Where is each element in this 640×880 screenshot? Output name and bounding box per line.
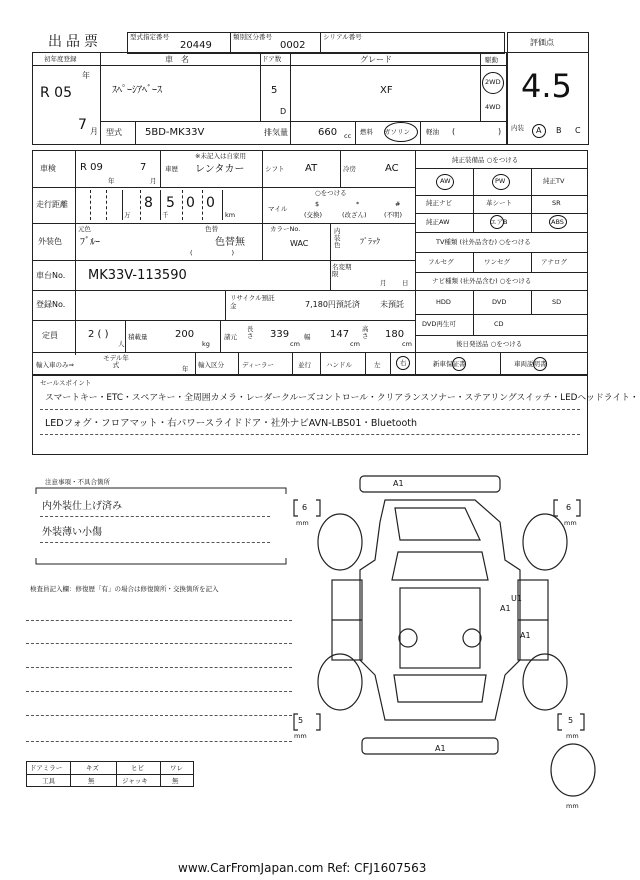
items-cell: 無 bbox=[172, 777, 179, 785]
damage-mark: A1 bbox=[393, 479, 404, 488]
displacement-value: 660 bbox=[318, 127, 338, 138]
equip-title: 純正装備品 ○をつける bbox=[452, 156, 519, 164]
sales-line2: LEDフォグ・フロアマット・右パワースライドドア・社外ナビAVN-LBS01・Bluetooth bbox=[45, 418, 418, 429]
damage-mark: A1 bbox=[500, 604, 511, 613]
registration-label: 登録No. bbox=[36, 300, 66, 309]
doors-label: ドア数 bbox=[262, 55, 282, 63]
import-dealer: ディーラー bbox=[242, 361, 274, 369]
width-value: 147 bbox=[330, 329, 350, 340]
capacity-value: 2 ( ) bbox=[88, 329, 109, 340]
navi-dvd: DVD bbox=[492, 298, 507, 306]
footer-watermark: www.CarFromJapan.com Ref: CFJ1607563 bbox=[178, 861, 427, 875]
interior-c: C bbox=[575, 126, 581, 135]
mileage-digit: 0 bbox=[206, 195, 215, 211]
car-damage-diagram bbox=[290, 470, 600, 810]
light-oil-label: 軽油 bbox=[426, 128, 439, 136]
mileage-digits bbox=[78, 190, 238, 220]
class-value: 0002 bbox=[280, 40, 306, 51]
mm-unit: mm bbox=[564, 519, 577, 527]
name-change-label: 名変期限 bbox=[332, 263, 352, 279]
inspection-month-unit: 月 bbox=[150, 177, 157, 185]
handle-left: 左 bbox=[374, 361, 381, 369]
equip-airbag: エアB bbox=[490, 218, 508, 226]
capacity-label: 定員 bbox=[42, 331, 58, 340]
navi-hdd: HDD bbox=[436, 298, 451, 306]
mm-unit: mm bbox=[566, 732, 579, 740]
cm-unit: cm bbox=[350, 340, 360, 348]
color-code-label: カラーNo. bbox=[270, 225, 301, 233]
name-change-day: 日 bbox=[402, 279, 409, 287]
equip-pw: PW bbox=[495, 177, 506, 185]
history-value: レンタカー bbox=[195, 164, 245, 175]
exchange-sym: $ bbox=[315, 200, 320, 208]
color-code-value: WAC bbox=[290, 239, 309, 248]
items-cell: ヒビ bbox=[131, 764, 144, 772]
notes-label: 注意事項・不具合箇所 bbox=[45, 478, 110, 486]
sales-line1: スマートキー・ETC・スペアキー・全周囲カメラ・レーダークルーズコントロール・クリアランスソナー・ステアリングスイッチ・LEDヘッドライト・ bbox=[45, 393, 639, 403]
later-title: 後日発送品 ○をつける bbox=[456, 340, 523, 348]
tire-depth-rl: 5 bbox=[298, 716, 304, 725]
equip-genuine-aw: 純正AW bbox=[426, 218, 450, 226]
exchange-label: (交換) bbox=[304, 211, 323, 219]
sheet-title: 出品票 bbox=[48, 34, 102, 50]
interior-color-label: 内装色 bbox=[334, 227, 341, 250]
mileage-sen: 千 bbox=[162, 211, 169, 219]
tire-depth-fl: 6 bbox=[302, 503, 308, 512]
mm-unit: mm bbox=[566, 802, 579, 810]
unpaid-label: 未預託 bbox=[380, 300, 404, 309]
items-cell: ワレ bbox=[170, 764, 183, 772]
width-label: 幅 bbox=[304, 333, 311, 341]
equip-abs: ABS bbox=[551, 218, 564, 226]
equip-aw: AW bbox=[440, 177, 451, 185]
load-value: 200 bbox=[175, 329, 195, 340]
inspection-month: 7 bbox=[140, 162, 147, 173]
tamper-label: (改ざん) bbox=[342, 211, 367, 219]
tire-depth-rr: 5 bbox=[568, 716, 574, 725]
cm-unit: cm bbox=[402, 340, 412, 348]
history-note: ※未記入は自家用 bbox=[195, 152, 246, 160]
mileage-label: 走行距離 bbox=[36, 200, 68, 209]
first-reg-month: 7 bbox=[78, 117, 87, 133]
fuel-value: ガソリン bbox=[384, 128, 410, 136]
equip-tv: 純正TV bbox=[543, 177, 565, 185]
type-value: 5BD-MK33V bbox=[145, 127, 205, 138]
dims-label: 諸元 bbox=[224, 333, 237, 341]
cd-label: CD bbox=[494, 320, 504, 328]
first-reg-label: 初年度登録 bbox=[44, 55, 77, 63]
inspection-label: 車検 bbox=[40, 164, 56, 173]
warranty-label: 新車保証書 bbox=[433, 360, 466, 368]
load-unit: kg bbox=[202, 340, 210, 348]
mileage-circle-note: ○をつける bbox=[315, 189, 347, 197]
tv-title: TV種類 (社外品含む) ○をつける bbox=[436, 238, 531, 246]
model-type-label: 型式指定番号 bbox=[130, 33, 169, 41]
height-value: 180 bbox=[385, 329, 405, 340]
chassis-value: MK33V-113590 bbox=[88, 268, 187, 283]
doors-value: 5 bbox=[271, 85, 278, 96]
tamper-sym: * bbox=[356, 200, 360, 208]
grade-value: XF bbox=[380, 85, 393, 96]
tv-analog: アナログ bbox=[541, 258, 567, 266]
ac-label: 冷房 bbox=[343, 165, 356, 173]
damage-mark: A1 bbox=[520, 631, 531, 640]
recycle-value: 7,180円預託済 bbox=[305, 300, 360, 309]
notes-line1: 内外装仕上げ済み bbox=[42, 501, 122, 512]
equip-leather: 革シート bbox=[486, 199, 512, 207]
mileage-digit: 5 bbox=[166, 195, 175, 211]
interior-b: B bbox=[556, 126, 562, 135]
items-cell: ジャッキ bbox=[122, 777, 148, 785]
shift-label: シフト bbox=[265, 165, 285, 173]
inspection-era: R 09 bbox=[80, 162, 103, 173]
import-class-label: 輸入区分 bbox=[198, 361, 224, 369]
month-unit: 月 bbox=[90, 127, 98, 136]
navi-sd: SD bbox=[552, 298, 562, 306]
mileage-km: km bbox=[225, 211, 236, 219]
notes-line2: 外装薄い小傷 bbox=[42, 527, 102, 538]
navi-title: ナビ種類 (社外品含む) ○をつける bbox=[432, 277, 532, 285]
items-cell: 無 bbox=[88, 777, 95, 785]
length-value: 339 bbox=[270, 329, 290, 340]
chassis-label: 車台No. bbox=[36, 271, 66, 280]
type-label: 型式 bbox=[106, 128, 122, 137]
items-cell: 工具 bbox=[42, 777, 55, 785]
mileage-digit: 8 bbox=[144, 195, 153, 211]
year-unit: 年 bbox=[82, 71, 90, 80]
tv-full: フルセグ bbox=[428, 258, 454, 266]
drive-2wd: 2WD bbox=[485, 78, 501, 86]
car-name-label: 車 名 bbox=[165, 55, 189, 64]
notes-bracket bbox=[30, 486, 292, 566]
load-label: 積載量 bbox=[128, 333, 148, 341]
capacity-unit: 人 bbox=[118, 340, 125, 348]
equip-sr: SR bbox=[552, 199, 561, 207]
model-year-unit: 年 bbox=[182, 365, 189, 373]
original-color-value: ﾌﾞﾙｰ bbox=[80, 237, 100, 248]
doors-unit: D bbox=[280, 107, 287, 116]
mm-unit: mm bbox=[294, 732, 307, 740]
damage-mark: A1 bbox=[435, 744, 446, 753]
import-parallel: 並行 bbox=[298, 361, 311, 369]
tv-one: ワンセグ bbox=[484, 258, 510, 266]
repaint-label: 色替 bbox=[205, 225, 218, 233]
drive-label: 駆動 bbox=[485, 56, 498, 64]
length-label: 長さ bbox=[247, 325, 254, 341]
repaint-value: 色替無 bbox=[215, 237, 245, 248]
original-color-label: 元色 bbox=[78, 225, 91, 233]
interior-color-value: ﾌﾞﾗｯｸ bbox=[360, 237, 380, 246]
interior-label: 内装 bbox=[511, 124, 524, 132]
drive-4wd: 4WD bbox=[485, 103, 501, 111]
inspection-year-unit: 年 bbox=[108, 177, 115, 185]
car-name-value: ｽﾍﾟｰｼｱﾍﾞｰｽ bbox=[112, 85, 162, 96]
history-label: 車歴 bbox=[165, 165, 178, 173]
interior-a: A bbox=[536, 126, 542, 135]
first-reg-era: R 05 bbox=[40, 85, 72, 101]
displacement-label: 排気量 bbox=[264, 128, 288, 137]
tire-depth-fr: 6 bbox=[566, 503, 572, 512]
dvd-play: DVD再生可 bbox=[422, 320, 456, 328]
score-label: 評価点 bbox=[530, 38, 554, 47]
color-label: 外装色 bbox=[38, 237, 62, 246]
unknown-sym: # bbox=[395, 200, 401, 208]
grade-label: グレード bbox=[360, 55, 392, 64]
fuel-label: 燃料 bbox=[360, 128, 373, 136]
mm-unit: mm bbox=[296, 519, 309, 527]
name-change-month: 月 bbox=[380, 279, 387, 287]
import-label: 輸入車のみ⇒ bbox=[36, 361, 74, 369]
inspector-label: 検査員記入欄：修復歴「有」の場合は修復箇所・交換箇所を記入 bbox=[30, 585, 219, 593]
handle-label: ハンドル bbox=[326, 361, 352, 369]
score-value: 4.5 bbox=[521, 67, 572, 105]
repaint-paren: ( ) bbox=[190, 249, 235, 257]
items-cell: キズ bbox=[86, 764, 99, 772]
equip-navi: 純正ナビ bbox=[426, 199, 452, 207]
model-year-label: モデル年式 bbox=[103, 354, 129, 370]
ac-value: AC bbox=[385, 163, 399, 174]
sales-label: セールスポイント bbox=[40, 379, 92, 387]
mileage-man: 万 bbox=[124, 211, 131, 219]
mile-label: マイル bbox=[268, 205, 288, 213]
cc-unit: cc bbox=[344, 132, 352, 140]
unknown-label: (不明) bbox=[384, 211, 403, 219]
recycle-label: リサイクル預託金 bbox=[230, 294, 275, 310]
serial-label: シリアル番号 bbox=[323, 33, 362, 41]
sales-block bbox=[32, 375, 588, 455]
height-label: 高さ bbox=[362, 325, 369, 341]
mileage-digit: 0 bbox=[186, 195, 195, 211]
manual-label: 車両説明書 bbox=[514, 360, 547, 368]
handle-right: 右 bbox=[400, 359, 407, 367]
damage-mark: U1 bbox=[511, 594, 522, 603]
shift-value: AT bbox=[305, 163, 318, 174]
model-type-value: 20449 bbox=[180, 40, 212, 51]
cm-unit: cm bbox=[290, 340, 300, 348]
items-cell: ドアミラー bbox=[30, 764, 63, 772]
class-label: 類別区分番号 bbox=[233, 33, 272, 41]
